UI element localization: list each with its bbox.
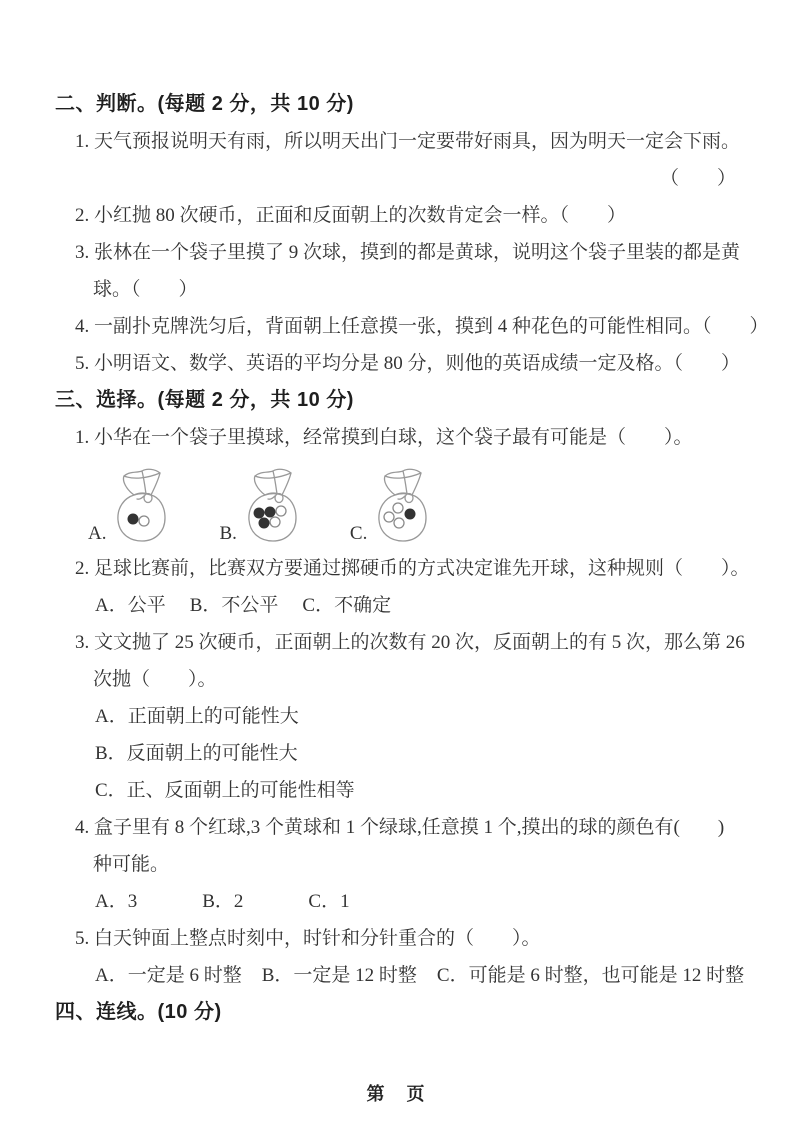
black-ball (264, 507, 275, 518)
bag-a-illustration (111, 462, 173, 546)
judge-question-5: 5. 小明语文、数学、英语的平均分是 80 分，则他的英语成绩一定及格。（ ） (75, 353, 741, 374)
bag-b-balls (253, 506, 286, 529)
black-ball (253, 508, 264, 519)
black-ball (405, 509, 416, 520)
section-judge-heading: 二、判断。(每题 2 分，共 10 分) (55, 93, 354, 115)
choice-question-2: 2. 足球比赛前，比赛双方要通过掷硬币的方式决定谁先开球，这种规则（ ）。 (75, 558, 750, 579)
choice-question-4-options (55, 883, 738, 920)
choice-question-4-line2: 种可能。 (93, 854, 170, 875)
choice-q2-option-a: A．公平 (95, 595, 166, 616)
white-ball (393, 503, 403, 513)
bag-option-c (350, 462, 434, 546)
choice-question-3-line2: 次抛（ ）。 (93, 669, 217, 690)
bag-a-label: A. (88, 523, 107, 544)
bag-b-label: B. (219, 523, 237, 544)
judge-question-3-line2: 球。（ ） (93, 279, 198, 300)
white-ball (139, 516, 149, 526)
choice-question-5: 5. 白天钟面上整点时刻中，时针和分针重合的（ ）。 (75, 928, 541, 949)
black-ball (258, 518, 269, 529)
choice-question-2-options (55, 587, 738, 624)
choice-q2-option-c: C．不确定 (302, 595, 392, 616)
page-footer: 第 页 (366, 1084, 427, 1104)
bag-b-illustration (242, 462, 304, 546)
judge-question-3-line1: 3. 张林在一个袋子里摸了 9 次球，摸到的都是黄球，说明这个袋子里装的都是黄 (75, 242, 741, 263)
worksheet-content (55, 86, 769, 1031)
choice-q3-option-c: C．正、反面朝上的可能性相等 (95, 780, 355, 801)
bag-c-balls (384, 503, 416, 528)
bag-a-balls (128, 514, 150, 527)
white-ball (270, 517, 280, 527)
judge-question-1: 1. 天气预报说明天有雨，所以明天出门一定要带好雨具，因为明天一定会下雨。 (75, 131, 741, 152)
choice-question-3-line1: 3. 文文抛了 25 次硬币，正面朝上的次数有 20 次，反面朝上的有 5 次，那么第 26 (75, 632, 745, 653)
bag-option-a (88, 462, 173, 546)
judge-question-2: 2. 小红抛 80 次硬币，正面和反面朝上的次数肯定会一样。（ ） (75, 205, 627, 226)
bag-c-illustration (372, 462, 434, 546)
choice-q4-option-c: C．1 (308, 891, 350, 912)
choice-q3-option-b: B．反面朝上的可能性大 (95, 743, 298, 764)
choice-q3-option-a: A．正面朝上的可能性大 (95, 706, 299, 727)
white-ball (384, 512, 394, 522)
choice-q4-option-b: B．2 (202, 891, 244, 912)
choice-q5-option-b: B．一定是 12 时整 (261, 965, 417, 986)
choice-q5-option-c: C．可能是 6 时整，也可能是 12 时整 (436, 965, 745, 986)
choice-question-4-line1: 4. 盒子里有 8 个红球,3 个黄球和 1 个绿球,任意摸 1 个,摸出的球的颜色有( ) (75, 817, 725, 838)
section-choice-heading: 三、选择。(每题 2 分，共 10 分) (55, 389, 354, 411)
choice-question-5-options (55, 957, 745, 994)
white-ball (394, 518, 404, 528)
choice-question-1-bags-figure (88, 456, 738, 550)
section-connect-heading: 四、连线。(10 分) (55, 1001, 222, 1023)
choice-question-1: 1. 小华在一个袋子里摸球，经常摸到白球，这个袋子最有可能是（ ）。 (75, 427, 693, 448)
choice-q4-option-a: A．3 (95, 891, 138, 912)
bag-c-label: C. (349, 523, 368, 544)
bag-option-b (219, 462, 303, 546)
choice-q5-option-a: A．一定是 6 时整 (95, 965, 242, 986)
black-ball (128, 514, 139, 525)
judge-question-1-answer-blank: （ ） (659, 168, 736, 189)
white-ball (276, 506, 286, 516)
judge-question-4: 4. 一副扑克牌洗匀后，背面朝上任意摸一张，摸到 4 种花色的可能性相同。（ ） (75, 316, 769, 337)
choice-q2-option-b: B．不公平 (189, 595, 279, 616)
